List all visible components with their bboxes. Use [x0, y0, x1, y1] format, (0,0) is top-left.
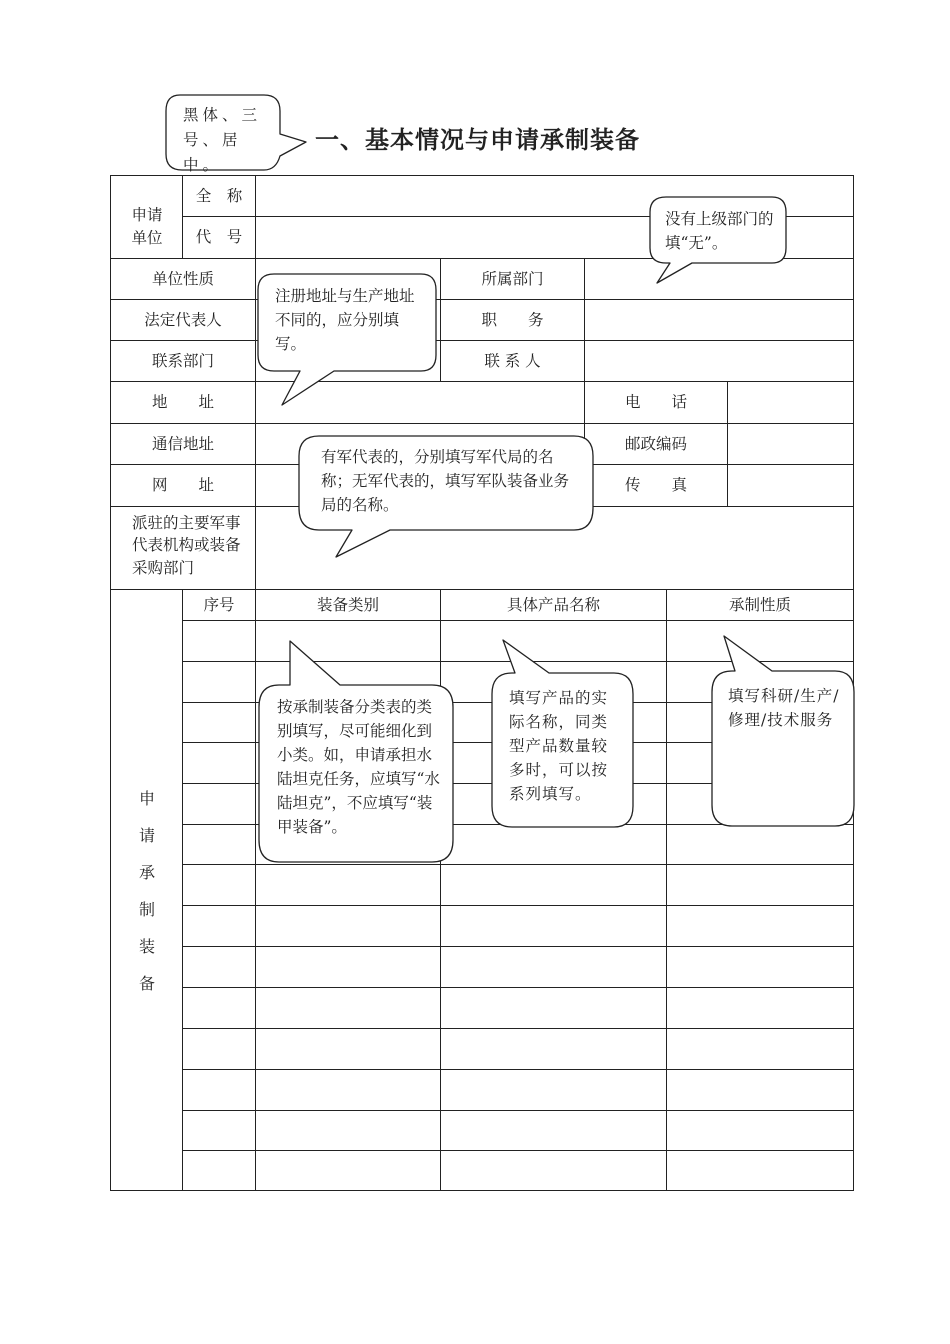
full-name-label: 全 称 [195, 186, 243, 205]
product-note: 填写产品的实际名称，同类型产品数量较多时，可以按系列填写。 [509, 689, 609, 804]
equipment-label-char: 备 [138, 974, 155, 993]
nature-note: 填写科研/生产/修理/技术服务 [728, 687, 840, 730]
equipment-label-char: 制 [138, 900, 155, 919]
legal-rep-label: 法定代表人 [144, 310, 222, 329]
phone-label: 电 话 [624, 393, 687, 412]
equipment-label-char: 装 [138, 937, 155, 956]
mail-address-label: 通信地址 [151, 434, 214, 453]
website-label: 网 址 [151, 476, 214, 495]
column-header-product: 具体产品名称 [506, 595, 600, 614]
address-label: 地 址 [151, 393, 214, 412]
fax-label: 传 真 [624, 476, 687, 495]
contact-dept-label: 联系部门 [151, 351, 214, 370]
column-header-category: 装备类别 [316, 595, 379, 614]
equipment-label-char: 请 [138, 826, 155, 845]
code-label: 代 号 [195, 228, 243, 247]
position-label: 职 务 [481, 310, 544, 329]
military-rep-label: 派驻的主要军事代表机构或装备采购部门 [132, 514, 241, 577]
font-note: 黑体、三号、居中。 [183, 106, 262, 174]
equipment-label-char: 承 [138, 863, 155, 882]
postcode-label: 邮政编码 [624, 434, 687, 453]
address-note: 注册地址与生产地址不同的，应分别填写。 [275, 287, 415, 354]
superior-note: 没有上级部门的填“无”。 [665, 210, 774, 253]
column-header-nature: 承制性质 [728, 595, 791, 614]
column-header-no: 序号 [203, 595, 235, 614]
contact-person-label: 联 系 人 [484, 351, 541, 370]
page-title: 一、基本情况与申请承制装备 [315, 126, 640, 154]
equipment-label-char: 申 [138, 789, 155, 808]
superior-dept-label: 所属部门 [481, 269, 544, 288]
applicant-unit-label: 申请 单位 [131, 205, 163, 247]
unit-nature-label: 单位性质 [151, 269, 214, 288]
category-note: 按承制装备分类表的类别填写，尽可能细化到小类。如，申请承担水陆坦克任务，应填写“水陆坦克”，不应填写“装甲装备”。 [277, 698, 440, 837]
military-note: 有军代表的，分别填写军代局的名称；无军代表的，填写军队装备业务局的名称。 [321, 448, 570, 515]
